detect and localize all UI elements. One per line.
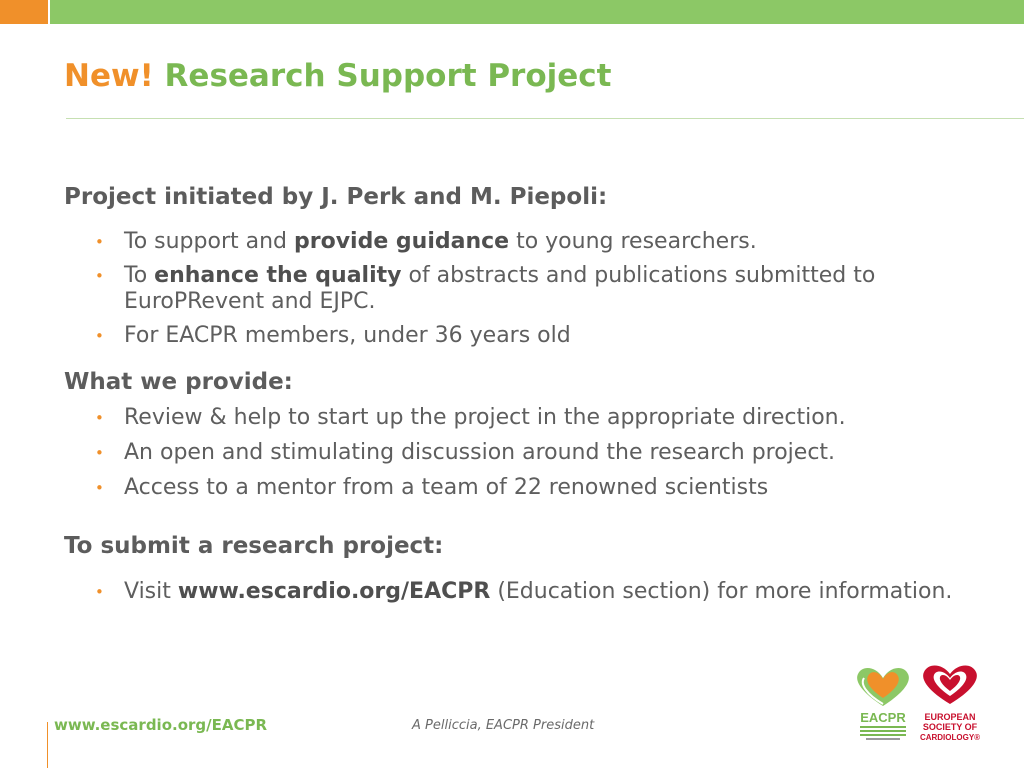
top-accent-bar-orange: [0, 0, 48, 24]
eacpr-logo: [852, 660, 914, 746]
list-item: • To enhance the quality of abstracts and publications submitted to EuroPRevent and EJPC.: [0, 263, 954, 315]
list-initiated: [0, 229, 954, 349]
list-item: • An open and stimulating discussion around the research project.: [0, 440, 954, 466]
esc-logo-line3: CARDIOLOGY®: [919, 733, 981, 742]
esc-logo-line1: EUROPEAN: [924, 712, 976, 722]
escardio-link-text: www.escardio.org/EACPR: [177, 579, 491, 604]
list-item: • Visit www.escardio.org/EACPR (Education section) for more information.: [0, 579, 954, 605]
footer-website-link[interactable]: www.escardio.org/EACPR: [54, 716, 268, 734]
title-main-text: Research Support Project: [164, 58, 612, 94]
list-item: • Access to a mentor from a team of 22 renowned scientists: [0, 475, 954, 501]
title-divider: [66, 118, 1024, 119]
heading-submit: To submit a research project:: [64, 533, 444, 559]
eacpr-logo-name: EACPR: [860, 710, 906, 725]
list-provide: [0, 405, 954, 501]
esc-logo: [918, 660, 982, 744]
top-accent-bar-green: [50, 0, 1024, 24]
list-item: • For EACPR members, under 36 years old: [0, 323, 954, 349]
title-new-label: New!: [64, 58, 154, 94]
list-submit: [0, 579, 954, 605]
footer-divider: [47, 722, 48, 768]
esc-logo-line2: SOCIETY OF: [922, 722, 978, 732]
list-item: • To support and provide guidance to young researchers.: [0, 229, 954, 255]
heading-provide: What we provide:: [64, 369, 293, 395]
slide-title: [64, 56, 612, 96]
list-item: • Review & help to start up the project in the appropriate direction.: [0, 405, 954, 431]
heading-initiated: Project initiated by J. Perk and M. Piepoli:: [64, 184, 608, 210]
footer-author: A Pelliccia, EACPR President: [412, 718, 595, 733]
